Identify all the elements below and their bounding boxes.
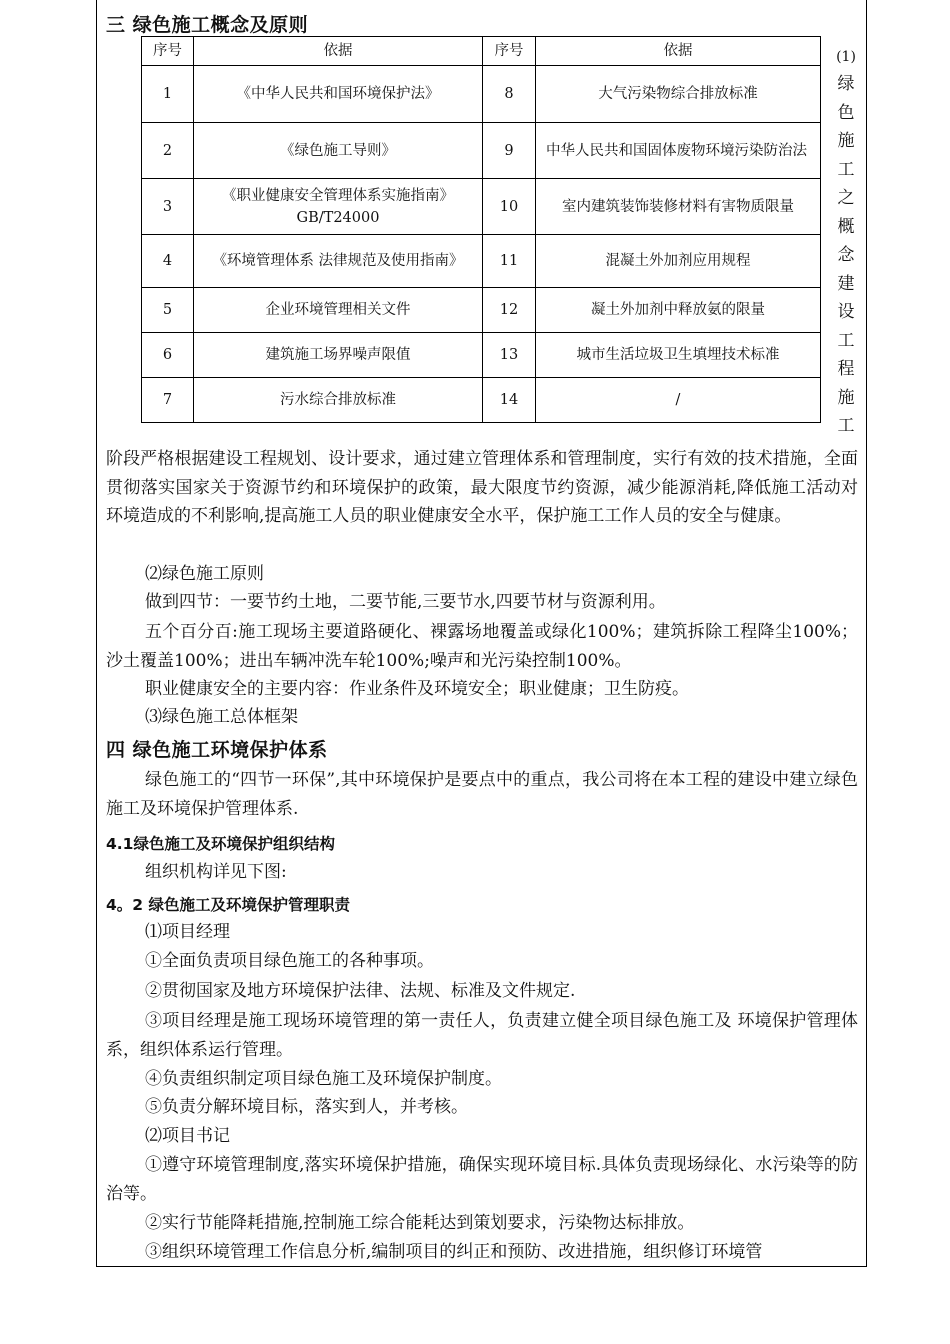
- cell-basis: 城市生活垃圾卫生填埋技术标准: [536, 333, 821, 378]
- side-char: 之: [837, 188, 855, 208]
- section-4-heading: 四 绿色施工环境保护体系: [106, 739, 328, 761]
- ohs-text: 职业健康安全的主要内容：作业条件及环境安全；职业健康；卫生防疫。: [145, 679, 689, 699]
- cell-no: 13: [483, 333, 536, 378]
- basis-table: [141, 36, 821, 423]
- table-row: [142, 179, 821, 235]
- side-char: 建: [837, 273, 855, 294]
- cell-no: 7: [142, 378, 194, 423]
- table-row: [142, 378, 821, 423]
- cell-no: 14: [483, 378, 536, 423]
- pm-item: ①全面负责项目绿色施工的各种事项。: [145, 951, 434, 971]
- section-4-intro: 绿色施工的“四节一环保”,其中环境保护是要点中的重点，我公司将在本工程的建设中建立绿色施工及环境保护管理体系.: [106, 770, 858, 819]
- side-char: 概: [837, 216, 855, 237]
- subsection-4-2-heading: 4。2 绿色施工及环境保护管理职责: [106, 896, 350, 914]
- side-number: (1): [836, 49, 856, 65]
- secretary-item: ③组织环境管理工作信息分析,编制项目的纠正和预防、改进措施，组织修订环境管: [145, 1242, 763, 1262]
- concept-paragraph: 阶段严格根据建设工程规划、设计要求，通过建立管理体系和管理制度，实行有效的技术措施，全面贯彻落实国家关于资源节约和环境保护的政策，最大限度节约资源，减少能源消耗,降低施工活动对环境造成的不利影响,提高施工人员的职业健康安全水平，保护施工工作人员的安全与健康。: [106, 449, 858, 526]
- side-char: 工: [837, 330, 855, 351]
- table-row: [142, 288, 821, 333]
- side-char: 工: [837, 159, 855, 180]
- cell-basis: 《环境管理体系 法律规范及使用指南》: [194, 235, 483, 288]
- pm-item: ②贯彻国家及地方环境保护法律、法规、标准及文件规定.: [145, 981, 576, 1001]
- header-basis: 依据: [194, 37, 483, 66]
- cell-no: 11: [483, 235, 536, 288]
- cell-basis: 建筑施工场界噪声限值: [194, 333, 483, 378]
- side-char: 工: [837, 416, 855, 436]
- cell-basis: 混凝土外加剂应用规程: [536, 235, 821, 288]
- cell-basis: 室内建筑装饰装修材料有害物质限量: [536, 179, 821, 235]
- side-char: 程: [837, 359, 855, 379]
- principle-title: ⑵绿色施工原则: [145, 564, 264, 584]
- cell-no: 3: [142, 179, 194, 235]
- cell-basis: /: [536, 378, 821, 423]
- side-char: 色: [837, 102, 855, 123]
- table-row: [142, 235, 821, 288]
- side-char: 念: [837, 245, 855, 265]
- table-row: [142, 333, 821, 378]
- framework-title: ⑶绿色施工总体框架: [145, 707, 298, 727]
- cell-basis: 大气污染物综合排放标准: [536, 66, 821, 123]
- table-header-row: [142, 37, 821, 66]
- cell-basis: 中华人民共和国固体废物环境污染防治法: [536, 123, 821, 179]
- side-char: 施: [837, 131, 855, 151]
- side-char: 施: [837, 387, 855, 408]
- header-no-2: 序号: [483, 37, 536, 66]
- subsection-4-1-heading: 4.1绿色施工及环境保护组织结构: [106, 835, 335, 853]
- section-3-heading: 三 绿色施工概念及原则: [106, 14, 309, 36]
- cell-no: 8: [483, 66, 536, 123]
- cell-basis: 凝土外加剂中释放氨的限量: [536, 288, 821, 333]
- cell-basis: 《职业健康安全管理体系实施指南》GB/T24000: [194, 179, 483, 235]
- cell-no: 6: [142, 333, 194, 378]
- cell-no: 4: [142, 235, 194, 288]
- cell-no: 5: [142, 288, 194, 333]
- cell-no: 10: [483, 179, 536, 235]
- secretary-item: ①遵守环境管理制度,落实环境保护措施，确保实现环境目标.具体负责现场绿化、水污染等的防治等。: [106, 1155, 858, 1204]
- cell-no: 9: [483, 123, 536, 179]
- pm-item: ⑤负责分解环境目标，落实到人，并考核。: [145, 1097, 468, 1117]
- pm-title: ⑴项目经理: [145, 922, 230, 942]
- header-basis-2: 依据: [536, 37, 821, 66]
- table-row: [142, 66, 821, 123]
- four-savings-text: 做到四节：一要节约土地，二要节能,三要节水,四要节材与资源利用。: [145, 592, 666, 612]
- cell-no: 12: [483, 288, 536, 333]
- cell-basis: 企业环境管理相关文件: [194, 288, 483, 333]
- table-row: [142, 123, 821, 179]
- cell-basis: 《绿色施工导则》: [194, 123, 483, 179]
- side-char: 绿: [837, 74, 855, 94]
- cell-basis: 《中华人民共和国环境保护法》: [194, 66, 483, 123]
- side-char: 设: [837, 302, 855, 322]
- cell-basis: 污水综合排放标准: [194, 378, 483, 423]
- five-percent-text: 五个百分百:施工现场主要道路硬化、裸露场地覆盖或绿化100%；建筑拆除工程降尘100%；沙土覆盖100%；进出车辆冲洗车轮100%;噪声和光污染控制100%。: [106, 622, 858, 671]
- cell-no: 1: [142, 66, 194, 123]
- pm-item: ③项目经理是施工现场环境管理的第一责任人，负责建立健全项目绿色施工及 环境保护管理体系，组织体系运行管理。: [106, 1011, 858, 1060]
- secretary-title: ⑵项目书记: [145, 1126, 230, 1146]
- header-no: 序号: [142, 37, 194, 66]
- org-structure-text: 组织机构详见下图:: [145, 862, 287, 882]
- cell-no: 2: [142, 123, 194, 179]
- pm-item: ④负责组织制定项目绿色施工及环境保护制度。: [145, 1069, 502, 1089]
- secretary-item: ②实行节能降耗措施,控制施工综合能耗达到策划要求，污染物达标排放。: [145, 1213, 695, 1233]
- side-vertical-text: [832, 44, 860, 441]
